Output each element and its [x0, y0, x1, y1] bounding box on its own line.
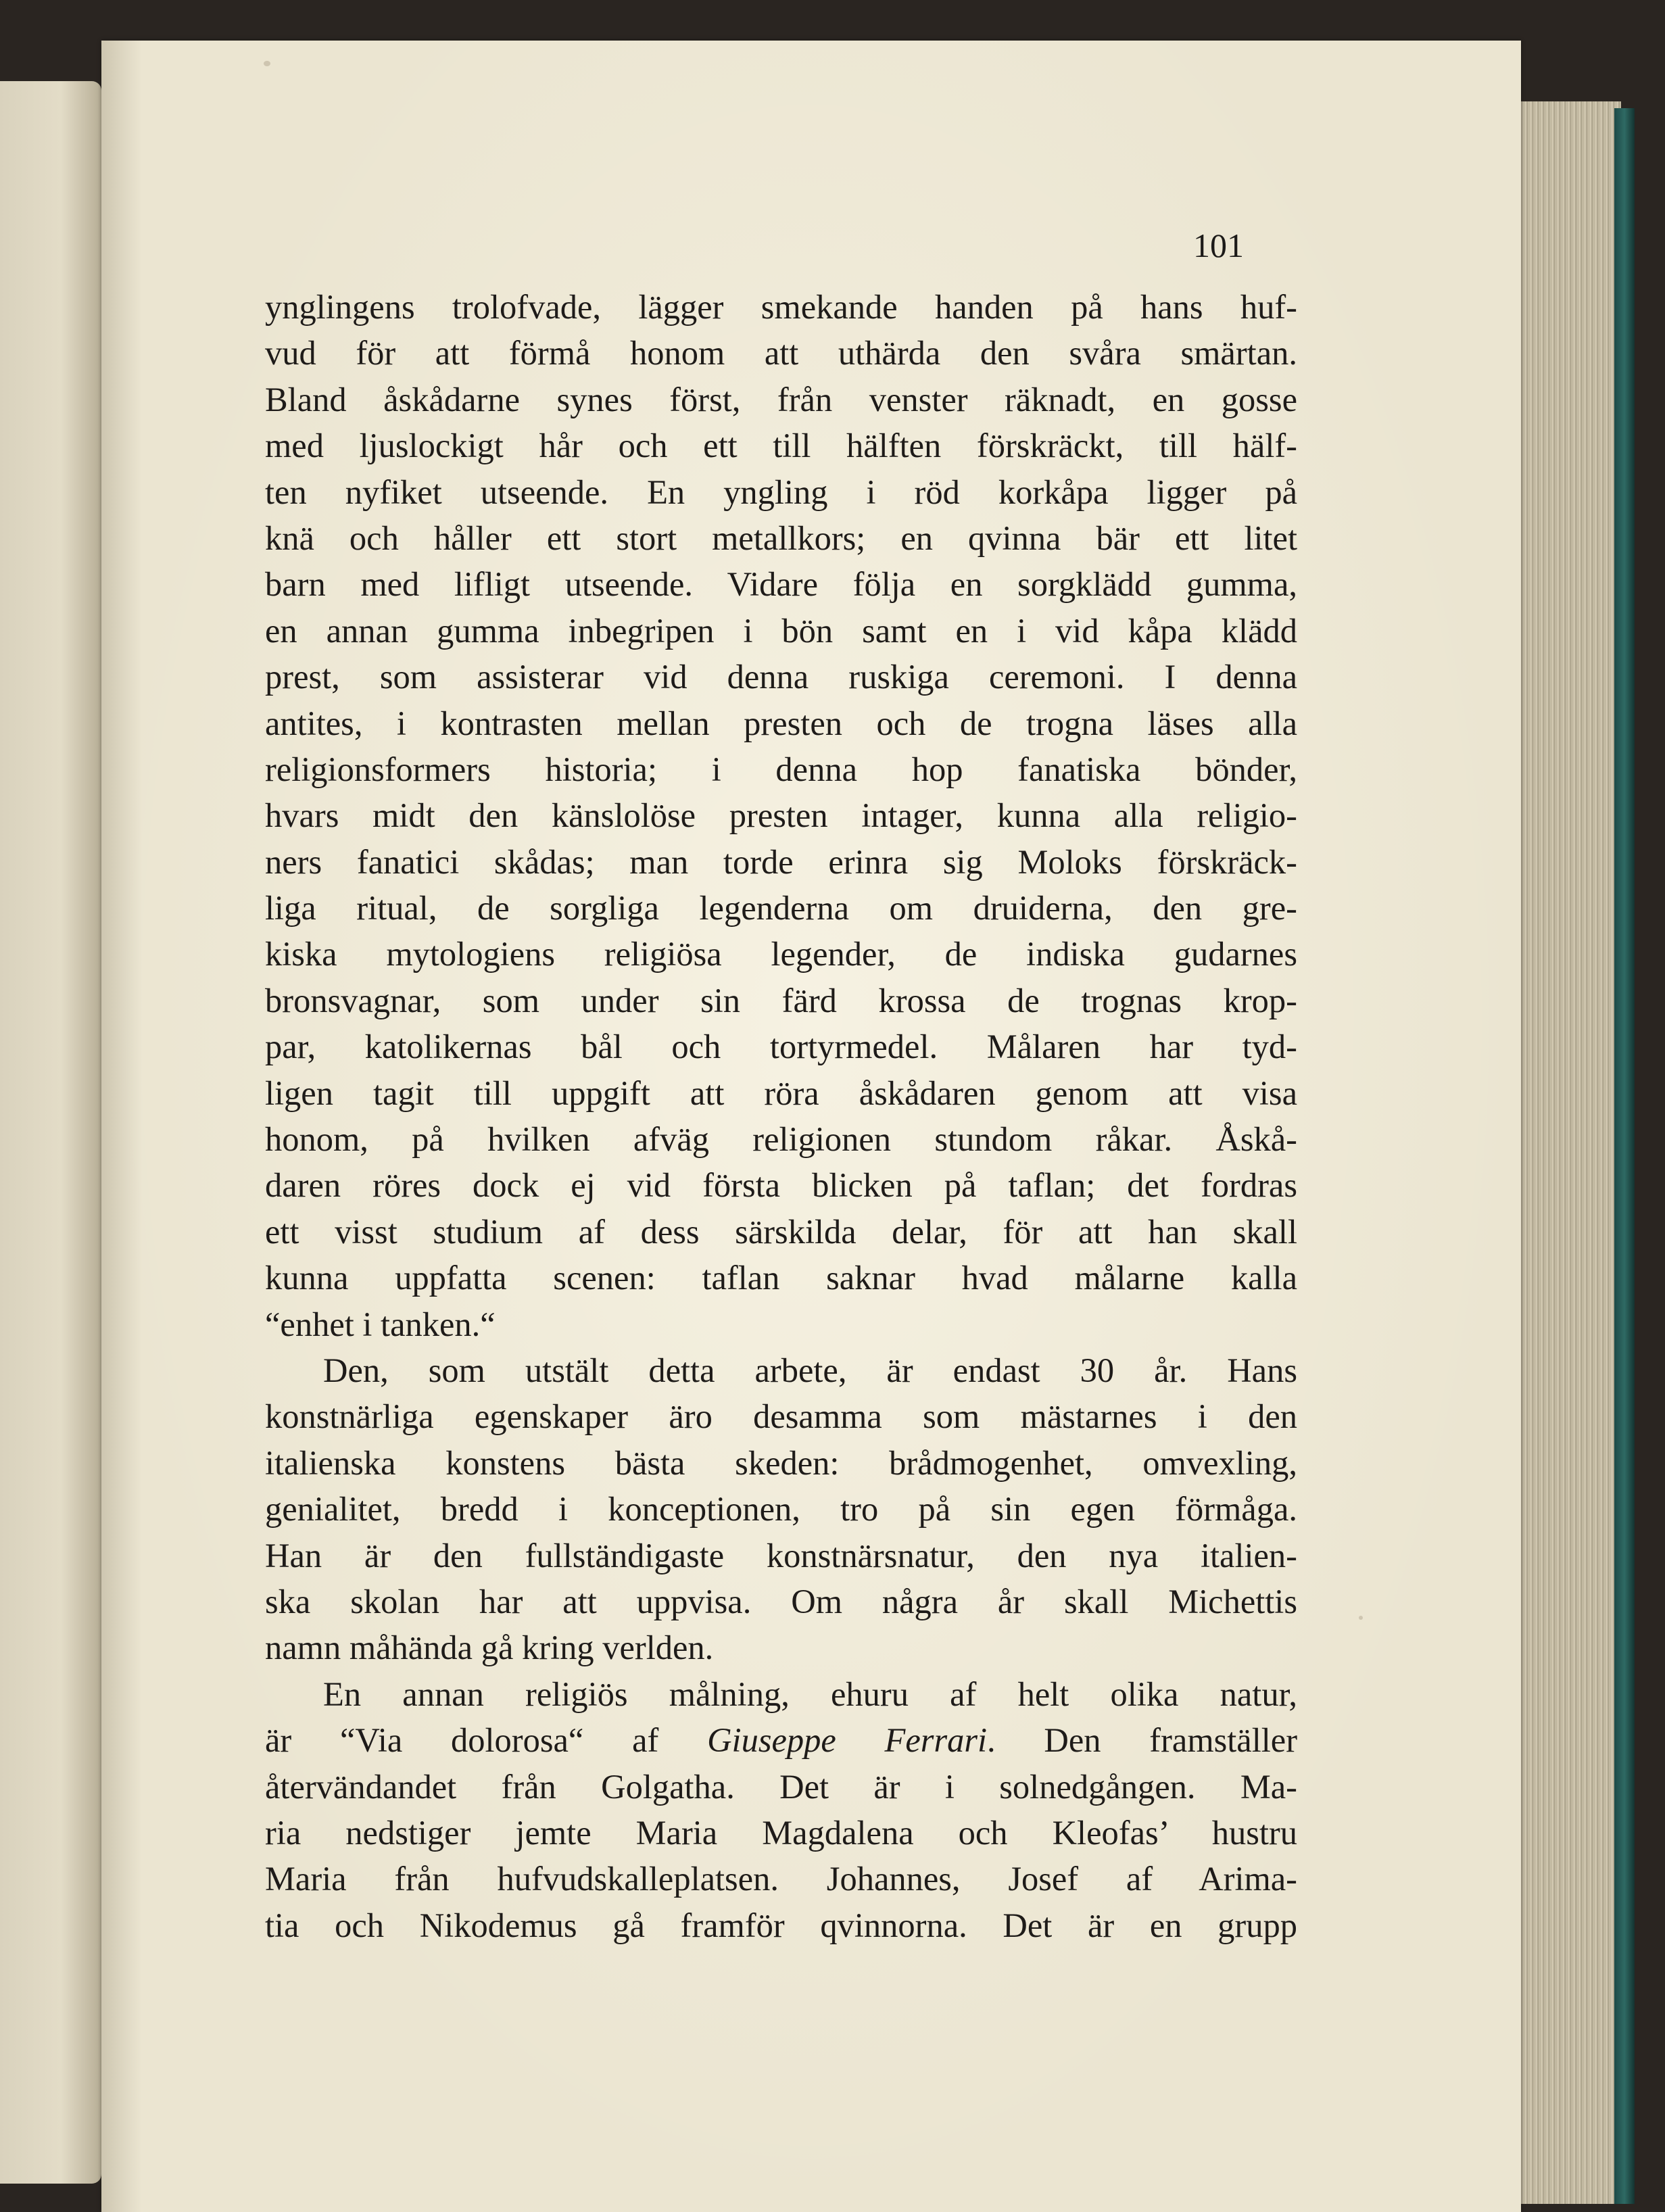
- text-line: återvändandet från Golgatha. Det är i solnedgången. Ma-: [265, 1767, 1297, 1806]
- text-line: religionsformers historia; i denna hop fanatiska bönder,: [265, 750, 1297, 788]
- text-line: Den, som utstält detta arbete, är endast 30 år. Hans: [323, 1351, 1297, 1389]
- book-cover-edge: [1614, 108, 1635, 2204]
- page-spot: [264, 61, 270, 66]
- body-text: [265, 284, 1297, 1948]
- page-spot: [1359, 1616, 1363, 1620]
- text-line: daren röres dock ej vid första blicken på taflan; det fordras: [265, 1166, 1297, 1205]
- text-line: vud för att förmå honom att uthärda den svåra smärtan.: [265, 334, 1297, 372]
- page-number: 101: [1193, 226, 1244, 264]
- text-line: bronsvagnar, som under sin färd krossa de trognas krop-: [265, 981, 1297, 1019]
- text-line: genialitet, bredd i konceptionen, tro på sin egen förmåga.: [265, 1490, 1297, 1529]
- text-line: ett visst studium af dess särskilda delar, för att han skall: [265, 1212, 1297, 1251]
- text-line: ska skolan har att uppvisa. Om några år skall Michettis: [265, 1582, 1297, 1620]
- text-line: konstnärliga egenskaper äro desamma som mästarnes i den: [265, 1397, 1297, 1436]
- text-line: ners fanatici skådas; man torde erinra sig Moloks förskräck-: [265, 842, 1297, 881]
- facing-page-edge: [0, 81, 101, 2184]
- italic-name: Giuseppe Ferrari: [707, 1721, 988, 1760]
- text-line: prest, som assisterar vid denna ruskiga ceremoni. I denna: [265, 658, 1297, 696]
- text-line: tia och Nikodemus gå framför qvinnorna. Det är en grupp: [265, 1906, 1297, 1944]
- text-line: honom, på hvilken afväg religionen stundom råkar. Åskå-: [265, 1120, 1297, 1159]
- text-line: liga ritual, de sorgliga legenderna om druiderna, den gre-: [265, 889, 1297, 928]
- page-block-edges: [1511, 101, 1621, 2204]
- text-line: Maria från hufvudskalleplatsen. Johannes, Josef af Arima-: [265, 1860, 1297, 1898]
- text-line: ligen tagit till uppgift att röra åskådaren genom att visa: [265, 1074, 1297, 1112]
- text-line: antites, i kontrasten mellan presten och de trogna läses alla: [265, 704, 1297, 742]
- text-line: med ljuslockigt hår och ett till hälften förskräckt, till hälf-: [265, 427, 1297, 465]
- text-line-with-italic: är “Via dolorosa“ af Giuseppe Ferrari. Den framställer: [265, 1721, 1298, 1760]
- text-line: Han är den fullständigaste konstnärsnatur, den nya italien-: [265, 1536, 1297, 1574]
- text-line: ten nyfiket utseende. En yngling i röd korkåpa ligger på: [265, 473, 1297, 511]
- text-line: En annan religiös målning, ehuru af helt olika natur,: [323, 1675, 1297, 1713]
- text-line: hvars midt den känslolöse presten intager, kunna alla religio-: [265, 796, 1297, 835]
- text-line: kiska mytologiens religiösa legender, de indiska gudarnes: [265, 935, 1297, 973]
- text-line: knä och håller ett stort metallkors; en qvinna bär ett litet: [265, 519, 1297, 557]
- text-line: barn med lifligt utseende. Vidare följa en sorgklädd gumma,: [265, 565, 1297, 604]
- text-line: en annan gumma inbegripen i bön samt en i vid kåpa klädd: [265, 611, 1297, 650]
- text-line: namn måhända gå kring verlden.: [265, 1629, 714, 1667]
- text-line: ria nedstiger jemte Maria Magdalena och Kleofas’ hustru: [265, 1813, 1297, 1852]
- text-line: kunna uppfatta scenen: taflan saknar hvad målarne kalla: [265, 1259, 1297, 1297]
- text-line: italienska konstens bästa skeden: brådmogenhet, omvexling,: [265, 1443, 1297, 1482]
- text-line: par, katolikernas bål och tortyrmedel. Målaren har tyd-: [265, 1028, 1297, 1066]
- text-line: Bland åskådarne synes först, från venster räknadt, en gosse: [265, 380, 1297, 418]
- text-line: ynglingens trolofvade, lägger smekande handen på hans huf-: [265, 288, 1297, 326]
- text-line: “enhet i tanken.“: [265, 1305, 496, 1343]
